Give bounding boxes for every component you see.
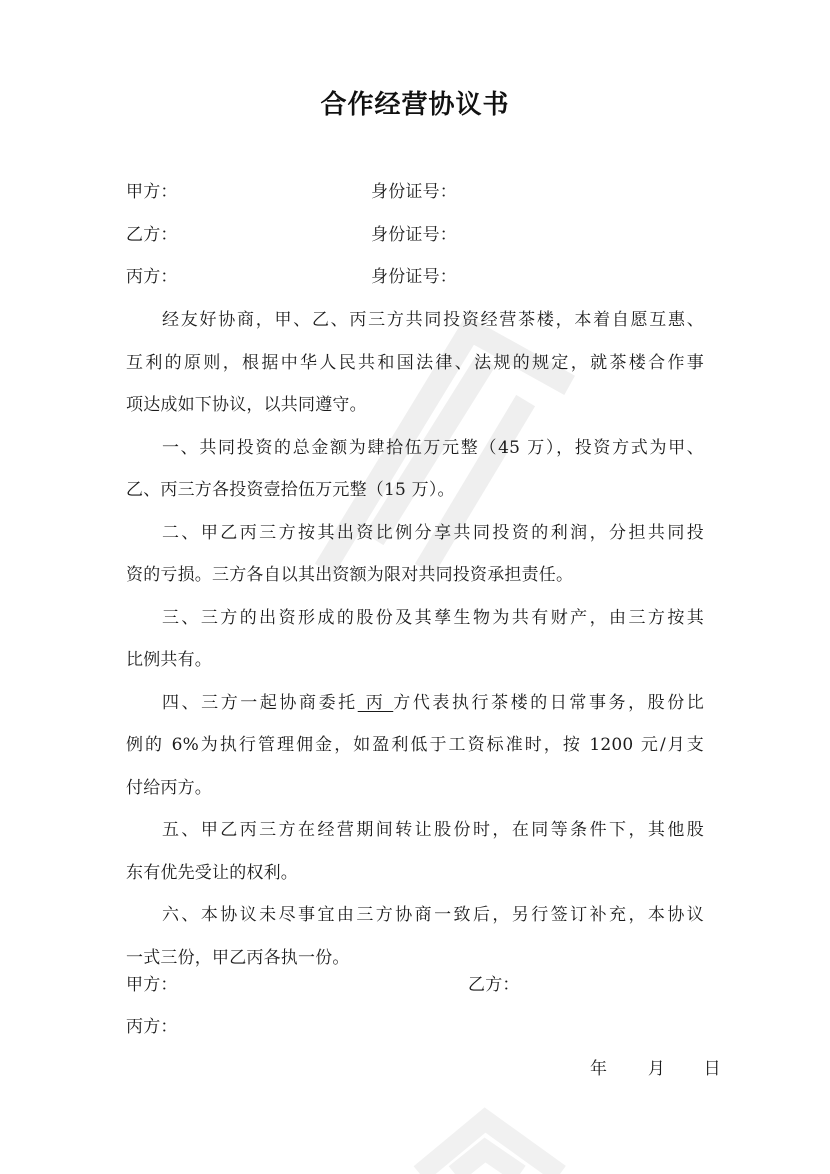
clause-line: 例的 6%为执行管理佣金，如盈利低于工资标准时，按 1200 元/月支 — [126, 735, 704, 755]
signature-party-b: 乙方： — [468, 975, 520, 995]
intro-line: 项达成如下协议，以共同遵守。 — [126, 395, 367, 415]
clause-line: 三、三方的出资形成的股份及其孳生物为共有财产，由三方按其 — [162, 608, 704, 628]
signature-party-a: 甲方： — [126, 975, 178, 995]
party-b-label: 乙方： — [126, 225, 178, 245]
clause-line: 乙、丙三方各投资壹拾伍万元整（15 万）。 — [126, 480, 455, 500]
party-a-label: 甲方： — [126, 182, 178, 202]
date-day: 日 — [703, 1059, 721, 1079]
date-year: 年 — [590, 1059, 607, 1079]
clause-line: 六、本协议未尽事宜由三方协商一致后，另行签订补充，本协议 — [162, 905, 704, 925]
clause-4-text-after: 方代表执行茶楼的日常事务，股份比 — [393, 693, 705, 713]
clause-line: 五、甲乙丙三方在经营期间转让股份时，在同等条件下，其他股 — [162, 820, 704, 840]
appointed-party-fill: 丙 — [357, 693, 394, 713]
clause-line: 付给丙方。 — [126, 778, 212, 798]
clause-line: 一、共同投资的总金额为肆拾伍万元整（45 万），投资方式为甲、 — [162, 438, 704, 458]
clause-line — [162, 692, 704, 714]
clause-4-text-before: 四、三方一起协商委托 — [162, 693, 358, 713]
clause-line: 资的亏损。三方各自以其出资额为限对共同投资承担责任。 — [126, 565, 574, 585]
document-title: 合作经营协议书 — [320, 90, 510, 120]
date-month: 月 — [647, 1059, 665, 1079]
clause-line: 东有优先受让的权利。 — [126, 863, 298, 883]
party-b-id-label: 身份证号： — [371, 225, 457, 245]
clause-line: 一式三份，甲乙丙各执一份。 — [126, 948, 350, 968]
signing-date — [590, 1058, 721, 1080]
clause-line: 比例共有。 — [126, 650, 212, 670]
party-a-id-label: 身份证号： — [371, 182, 457, 202]
party-c-label: 丙方： — [126, 267, 178, 287]
clause-line: 二、甲乙丙三方按其出资比例分享共同投资的利润，分担共同投 — [162, 523, 704, 543]
party-c-id-label: 身份证号： — [371, 267, 457, 287]
signature-party-c: 丙方： — [126, 1017, 178, 1037]
intro-line: 经友好协商，甲、乙、丙三方共同投资经营茶楼，本着自愿互惠、 — [162, 310, 704, 330]
intro-line: 互利的原则，根据中华人民共和国法律、法规的规定，就茶楼合作事 — [126, 353, 704, 373]
